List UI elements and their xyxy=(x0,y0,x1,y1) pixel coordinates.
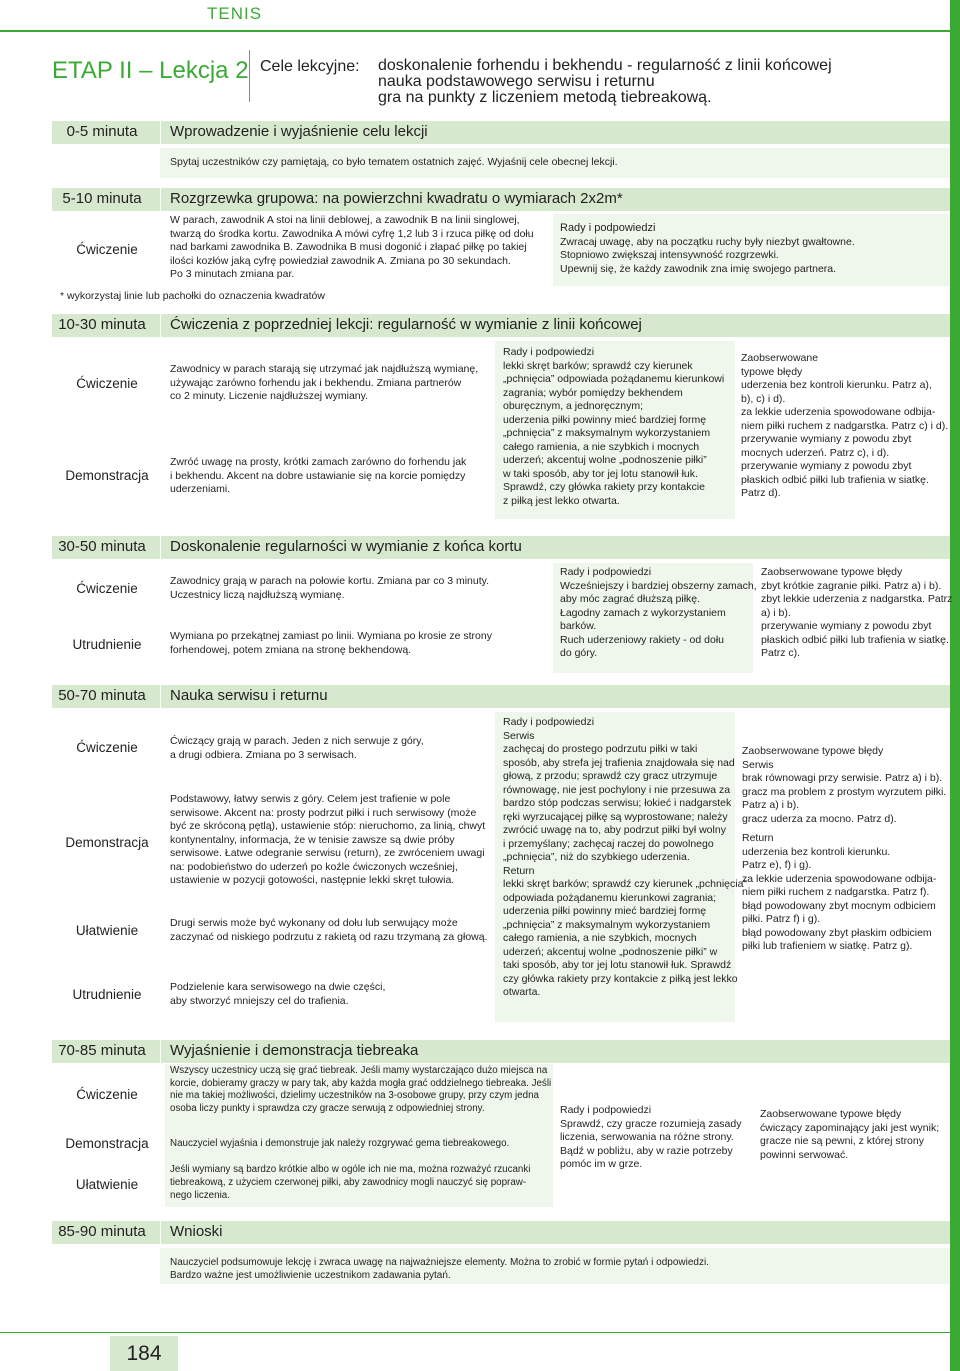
serve-difficulty-text xyxy=(170,981,385,1008)
section-title: Wprowadzenie i wyjaśnienie celu lekcji xyxy=(170,123,428,140)
error-line: uderzenia bez kontroli kierunku. xyxy=(742,845,891,858)
goal-line: gra na punkty z liczeniem metodą tiebreakową. xyxy=(378,89,712,106)
text-line: forhendowej, potem zmiana na stronę bekhendową. xyxy=(170,643,412,656)
tip-line: Sprawdź, czy główka rakiety przy kontakcie xyxy=(503,481,705,493)
tip-line: uderzeń; akcentuj wolne „podnoszenie piłki” xyxy=(503,454,707,466)
errors-title: Zaobserwowane typowe błędy xyxy=(742,745,884,757)
tip-line: „pchnięcia” z maksymalnym wykorzystaniem xyxy=(503,427,711,439)
band-divider xyxy=(160,188,161,211)
easier-label: Ułatwienie xyxy=(75,1177,139,1192)
serve-demo-text xyxy=(170,793,485,888)
baseline-errors xyxy=(761,566,952,661)
tip-line: i przemyślany; zachęcaj raczej do powolnego xyxy=(503,837,714,850)
error-line: gracze nie są pewni, z której strony xyxy=(760,1135,924,1147)
regularity-exercise-text xyxy=(170,363,478,404)
text-line: uderzeniami. xyxy=(170,483,231,495)
section-band-intro xyxy=(52,121,950,144)
tiebreak-easier-text xyxy=(170,1163,530,1202)
tip-line: „pchnięcia” z maksymalnym wykorzystaniem xyxy=(503,918,711,931)
text-line: nie ma takiej możliwości, dzielimy uczestników na 3-osobowe grupy, przy czym jedna xyxy=(170,1090,539,1101)
regularity-demo-text xyxy=(170,456,466,497)
section-band-tiebreak xyxy=(52,1040,950,1063)
section-band-baseline xyxy=(52,536,950,559)
warmup-exercise-text xyxy=(170,214,534,282)
tip-line: zachęcaj do prostego podrzutu piłki w taki xyxy=(503,743,698,755)
error-line: Patrz a) i b). xyxy=(742,799,800,811)
tip-line: Upewnij się, że każdy zawodnik zna imię swojego partnera. xyxy=(560,262,837,275)
tip-line: Bądź w pobliżu, aby w razie potrzeby xyxy=(560,1144,733,1157)
text-line: używając zarówno forhendu jak i bekhendu. Zmiana partnerów xyxy=(170,376,462,389)
band-divider xyxy=(160,685,161,708)
section-band-conclusions xyxy=(52,1221,950,1244)
error-line: ćwiczący zapominający jaki jest wynik; xyxy=(760,1121,940,1134)
text-line: być ze skróconą pętlą), ustawienie stóp: nieruchomo, za linią, chwyt xyxy=(170,820,486,832)
text-line: osoba liczy punkty i sprawdza czy gracze serwują z odpowiedniej strony. xyxy=(170,1102,485,1114)
baseline-exercise-text xyxy=(170,575,489,602)
error-line: płaskich odbić piłki lub trafienia w siatkę. xyxy=(761,633,949,646)
band-divider xyxy=(160,121,161,144)
error-line: przerywanie wymiany z powodu zbyt xyxy=(741,460,912,472)
tips-title: Rady i podpowiedzi xyxy=(503,716,595,728)
regularity-tips xyxy=(503,346,724,508)
error-line: przerywanie wymiany z powodu zbyt xyxy=(741,433,912,445)
error-line: Patrz d). xyxy=(741,487,781,499)
tip-line: równowagę, nie jest pochylony i nie przesuwa za xyxy=(503,783,731,796)
section-band-regularity xyxy=(52,314,950,337)
tip-line: zagrania; wybór pomiędzy bekhendem xyxy=(503,386,683,399)
text-line: Wymiana po przekątnej zamiast po linii. Wymiana po krosie ze strony xyxy=(170,630,492,642)
tip-line: uderzenia piłki powinny mieć bardziej formę xyxy=(503,905,707,917)
section-title: Wyjaśnienie i demonstracja tiebreaka xyxy=(170,1042,419,1059)
serve-exercise-text xyxy=(170,735,424,762)
goal-line: nauka podstawowego serwisu i returnu xyxy=(378,73,655,90)
errors-subtitle: Return xyxy=(742,832,774,844)
band-divider xyxy=(160,1040,161,1063)
error-line: niem piłki ruchem z nadgarstka. Patrz f). xyxy=(742,886,930,898)
errors-title: Zaobserwowane typowe błędy xyxy=(761,566,903,578)
section-band-warmup xyxy=(52,188,950,211)
text-line: ustawienie w pozycji gotowości, następnie lekki skręt tułowia. xyxy=(170,874,455,886)
error-line: płaskich odbić piłki lub trafienia w siatkę. xyxy=(741,473,929,486)
tip-line: czy główka rakiety przy kontakcie z piłką jest lekko xyxy=(503,972,738,985)
band-divider xyxy=(160,314,161,337)
tip-line: „pchnięcia”, niż do szybkiego uderzenia. xyxy=(503,851,690,863)
text-line: Wszyscy uczestnicy uczą się grać tiebreak. Jeśli mamy wystarczająco dużo miejsca na xyxy=(170,1065,548,1076)
text-line: tiebreakową, z użyciem czerwonej piłki, aby zawodnicy mogli nauczyć się popraw- xyxy=(170,1177,527,1188)
section-band-serve xyxy=(52,685,950,708)
easier-label: Ułatwienie xyxy=(75,923,139,938)
tip-line: całego ramienia, a nie szybkich i mocnych xyxy=(503,440,700,453)
text-line: kontynentalny, informacja, że w tenisie zawsze są dwie próby xyxy=(170,833,455,846)
tip-line: z piłką jest lekko otwarta. xyxy=(503,494,620,507)
error-line: za lekkie uderzenia spowodowane odbija- xyxy=(741,406,936,418)
tip-line: taki sposób, aby tor jej lotu stanowił łuk. Sprawdź xyxy=(503,959,732,971)
text-line: co 2 minuty. Liczenie najdłuższej wymiany. xyxy=(170,390,369,402)
goal-line: doskonalenie forhendu i bekhendu - regularność z linii końcowej xyxy=(378,57,832,74)
text-line: i bekhendu. Akcent na dobre ustawianie się na korcie pomiędzy xyxy=(170,469,466,482)
tip-line: sposób, aby strefa jej trafienia znajdowała się nad xyxy=(503,756,735,769)
text-line: Podzielenie kara serwisowego na dwie części, xyxy=(170,981,386,993)
tip-line: uderzeń; akcentuj wolne „podnoszenie piłki” w xyxy=(503,945,718,958)
title-divider xyxy=(249,50,250,102)
band-divider xyxy=(160,1221,161,1244)
tip-line: barków. xyxy=(560,620,597,632)
error-line: zbyt lekkie uderzenia z nadgarstka. Patrz xyxy=(761,593,953,605)
warmup-exercise-label: Ćwiczenie xyxy=(76,242,138,257)
section-time: 0-5 minuta xyxy=(66,123,138,140)
text-line: Podstawowy, łatwy serwis z góry. Celem jest trafienie w pole xyxy=(170,793,451,805)
warmup-tips xyxy=(560,222,855,276)
text-line: nad barkami zawodnika B. Zawodnika B musi dogonić i złapać piłkę po takiej xyxy=(170,241,527,253)
header-rule xyxy=(0,30,960,32)
exercise-label: Ćwiczenie xyxy=(76,740,138,755)
text-line: Bardzo ważne jest umożliwienie uczestnikom zadawania pytań. xyxy=(170,1270,451,1281)
error-line: gracz uderza za mocno. Patrz d). xyxy=(742,812,897,825)
warmup-footnote: * wykorzystaj linie lub pachołki do oznaczenia kwadratów xyxy=(60,290,325,302)
section-time: 85-90 minuta xyxy=(58,1223,146,1240)
tip-line: odpowiada pożądanemu kierunkowi zagrania; xyxy=(503,891,717,904)
text-line: a drugi odbiera. Zmiana po 3 serwisach. xyxy=(170,748,357,761)
demo-label: Demonstracja xyxy=(65,1136,149,1151)
text-line: twarzą do środka kortu. Zawodnika A mówi cyfrę 1,2 lub 3 i rzuca piłkę od dołu xyxy=(170,227,534,240)
error-line: przerywanie wymiany z powodu zbyt xyxy=(761,620,932,632)
page-number: 184 xyxy=(110,1336,178,1371)
error-line: piłki. Patrz f) i g). xyxy=(742,913,821,925)
tip-line: lekki skręt barków; sprawdź czy kierunek „pchnięcia” xyxy=(503,878,747,890)
text-line: Po 3 minutach zmiana par. xyxy=(170,268,295,280)
page-title: ETAP II – Lekcja 2 xyxy=(52,57,249,84)
error-line: zbyt krótkie zagranie piłki. Patrz a) i b). xyxy=(761,579,942,592)
tip-line: bardzo stóp podczas serwisu; łokieć i nadgarstek xyxy=(503,797,732,809)
error-line: a) i b). xyxy=(761,606,791,619)
errors-title: Zaobserwowane xyxy=(741,352,819,364)
tip-line: Ruch uderzeniowy rakiety - od dołu xyxy=(560,633,725,646)
serve-errors xyxy=(742,745,946,954)
errors-subtitle: Serwis xyxy=(742,758,774,771)
tip-line: aby móc zagrać dłuższą piłkę. xyxy=(560,593,701,605)
text-line: Jeśli wymiany są bardzo krótkie albo w ogóle ich nie ma, można rozważyć rzucanki xyxy=(170,1164,531,1175)
section-header: TENIS xyxy=(207,4,263,23)
demo-label: Demonstracja xyxy=(65,468,149,483)
band-divider xyxy=(160,536,161,559)
error-line: b), c) i d). xyxy=(741,392,786,405)
tip-line: „pchnięcia” odpowiada pożądanemu kierunkowi xyxy=(503,373,725,385)
tip-line: lekki skręt barków; sprawdź czy kierunek xyxy=(503,359,693,372)
tiebreak-tips xyxy=(560,1104,742,1172)
text-line: Nauczyciel podsumowuje lekcję i zwraca uwagę na najważniejsze elementy. Można to zrobić w formie pytań i odpowiedzi. xyxy=(170,1257,709,1268)
error-line: brak równowagi przy serwisie. Patrz a) i b). xyxy=(742,772,943,784)
serve-easier-text xyxy=(170,917,488,944)
exercise-label: Ćwiczenie xyxy=(76,1087,138,1102)
error-line: uderzenia bez kontroli kierunku. Patrz a), xyxy=(741,379,932,391)
green-edge-stripe xyxy=(950,0,960,1371)
section-time: 10-30 minuta xyxy=(58,316,146,333)
tip-line: uderzenia piłki powinny mieć bardziej formę xyxy=(503,413,707,426)
tips-title: Rady i podpowiedzi xyxy=(560,566,652,578)
tip-line: Wcześniejszy i bardziej obszerny zamach, xyxy=(560,579,757,592)
tiebreak-exercise-text xyxy=(170,1065,551,1115)
tips-title: Rady i podpowiedzi xyxy=(560,1104,652,1116)
exercise-label: Ćwiczenie xyxy=(76,581,138,596)
tip-line: Sprawdź, czy gracze rozumieją zasady xyxy=(560,1117,742,1130)
tiebreak-demo-text: Nauczyciel wyjaśnia i demonstruje jak należy rozgrywać gema tiebreakowego. xyxy=(170,1138,510,1149)
demo-label: Demonstracja xyxy=(65,835,149,850)
section-title: Rozgrzewka grupowa: na powierzchni kwadratu o wymiarach 2x2m* xyxy=(170,190,623,207)
text-line: zaczynać od niskiego podrzutu z rakietą od razu trzymaną za głową. xyxy=(170,930,488,943)
text-line: serwisowe. Akcent na: prosty podrzut piłki i ruch serwisowy (może xyxy=(170,806,477,819)
serve-tips xyxy=(503,716,747,1000)
regularity-errors xyxy=(741,352,948,501)
error-line: mocnych uderzeń. Patrz c), i d). xyxy=(741,446,890,459)
exercise-label: Ćwiczenie xyxy=(76,376,138,391)
tiebreak-errors xyxy=(760,1108,939,1162)
section-time: 70-85 minuta xyxy=(58,1042,146,1059)
error-line: gracz ma problem z prostym wyrzutem piłki. xyxy=(742,785,947,798)
goals-label: Cele lekcyjne: xyxy=(260,58,360,75)
intro-text: Spytaj uczestników czy pamiętają, co było tematem ostatnich zajęć. Wyjaśnij cele obecnej lekcji. xyxy=(170,156,618,168)
section-time: 50-70 minuta xyxy=(58,687,146,704)
tip-line: w taki sposób, aby tor jej lotu stanowił łuk. xyxy=(503,467,698,480)
section-title: Ćwiczenia z poprzedniej lekcji: regularność w wymianie z linii końcowej xyxy=(170,316,642,333)
errors-title: Zaobserwowane typowe błędy xyxy=(760,1108,902,1120)
error-line: Patrz e), f) i g). xyxy=(742,859,812,871)
text-line: Zawodnicy grają w parach na połowie kortu. Zmiana par co 3 minuty. xyxy=(170,575,490,587)
tips-subtitle: Return xyxy=(503,864,535,877)
section-title: Nauka serwisu i returnu xyxy=(170,687,328,704)
tip-line: całego ramienia, a nie szybkich, mocnych xyxy=(503,932,697,944)
text-line: ilości kozłów jaką cyfrę powiedział zawodnik A. Zmiana po 30 sekundach. xyxy=(170,254,511,267)
text-line: korcie, dobieramy graczy w pary tak, aby każda mogła grać oddzielnego tiebreaka. Jeśli xyxy=(170,1077,552,1089)
errors-title: typowe błędy xyxy=(741,365,803,378)
tip-line: Stopniowo zwiększaj intensywność rozgrzewki. xyxy=(560,249,779,261)
section-time: 5-10 minuta xyxy=(62,190,142,207)
tips-title: Rady i podpowiedzi xyxy=(503,346,595,358)
tip-line: otwarta. xyxy=(503,986,541,998)
section-title: Doskonalenie regularności w wymianie z końca kortu xyxy=(170,538,522,555)
tip-line: liczenia, serwowania na różne strony. xyxy=(560,1131,734,1143)
conclusions-text xyxy=(170,1256,709,1282)
error-line: niem piłki ruchem z nadgarstka. Patrz c) i d). xyxy=(741,419,949,432)
footer-rule xyxy=(0,1332,960,1333)
tip-line: Zwracaj uwagę, aby na początku ruchy były niezbyt gwałtowne. xyxy=(560,235,855,248)
tip-line: oburęcznym, a jednoręcznym; xyxy=(503,400,644,412)
text-line: na: podobieństwo do uderzeń po koźle ćwiczonych wcześniej, xyxy=(170,860,458,873)
tip-line: pomóc im w grze. xyxy=(560,1158,643,1170)
text-line: serwisowe. Łatwe odegranie serwisu (return), ze zwróceniem uwagi xyxy=(170,847,485,859)
error-line: Patrz c). xyxy=(761,647,801,659)
error-line: błąd powodowany zbyt mocnym odbiciem xyxy=(742,899,936,912)
text-line: Ćwiczący grają w parach. Jeden z nich serwuje z góry, xyxy=(170,735,424,747)
text-line: Zwróć uwagę na prosty, krótki zamach zarówno do forhendu jak xyxy=(170,456,467,468)
text-line: aby stworzyć mniejszy cel do trafienia. xyxy=(170,994,349,1007)
error-line: piłki lub trafieniem w siatkę. Patrz g). xyxy=(742,940,913,952)
baseline-tips xyxy=(560,566,757,661)
error-line: błąd powodowany zbyt płaskim odbiciem xyxy=(742,926,932,939)
baseline-difficulty-text xyxy=(170,630,492,657)
tip-line: ręki wyrzucającej piłkę są wyprostowane; należy xyxy=(503,810,728,823)
section-title: Wnioski xyxy=(170,1223,223,1240)
tips-subtitle: Serwis xyxy=(503,729,535,742)
difficulty-label: Utrudnienie xyxy=(72,987,142,1002)
text-line: Drugi serwis może być wykonany od dołu lub serwujący może xyxy=(170,917,458,929)
section-time: 30-50 minuta xyxy=(58,538,146,555)
tip-line: Łagodny zamach z wykorzystaniem xyxy=(560,606,726,619)
error-line: za lekkie uderzenia spowodowane odbija- xyxy=(742,872,937,885)
tip-line: głową, z przodu; sprawdź czy gracz utrzymuje xyxy=(503,770,718,782)
error-line: powinni serwować. xyxy=(760,1148,849,1161)
text-line: Zawodnicy w parach starają się utrzymać jak najdłuższą wymianę, xyxy=(170,363,479,375)
tip-line: do góry. xyxy=(560,647,598,659)
text-line: nego liczenia. xyxy=(170,1190,230,1201)
text-line: W parach, zawodnik A stoi na linii deblowej, a zawodnik B na linii singlowej, xyxy=(170,214,520,226)
goals-text xyxy=(378,58,832,106)
text-line: Uczestnicy liczą najdłuższą wymianę. xyxy=(170,588,345,601)
tip-line: zwrócić uwagę na to, aby podrzut piłki był wolny xyxy=(503,824,726,836)
difficulty-label: Utrudnienie xyxy=(72,637,142,652)
tips-title: Rady i podpowiedzi xyxy=(560,222,656,234)
